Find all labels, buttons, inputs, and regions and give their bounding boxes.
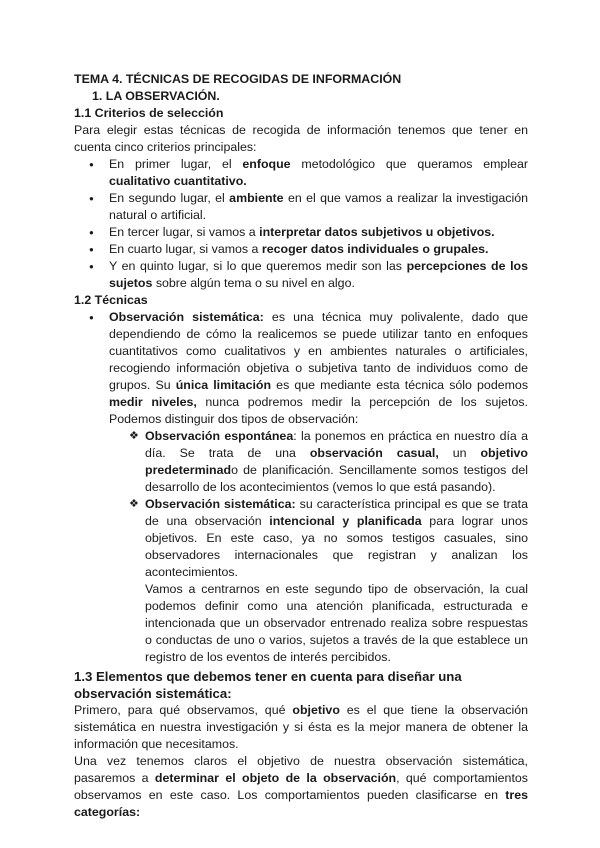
diamond-bullet-icon: ❖ <box>129 498 139 510</box>
elementos-paragraph-2: Una vez tenemos claros el objetivo de nuestra observación sistemática, pasaremos a determinar el objeto de la observación, qué comportamientos observamos en este caso. Los comportamientos pueden clasificarse en tres categorías: <box>74 754 528 819</box>
document-page <box>74 68 528 821</box>
section-heading-observacion: 1. LA OBSERVACIÓN. <box>92 89 220 103</box>
criterios-intro: Para elegir estas técnicas de recogida de información tenemos que tener en cuenta cinco criterios principales: <box>74 123 528 154</box>
list-item: ❖ Observación sistemática: su característica principal es que se trata de una observación intencional y planificada para lograr unos objetivos. En este caso, ya no somos testigos casuales, sino observadores internacionales que registran y analizan los acontecimientos. Vamos a centrarnos en este segundo tipo de observación, la cual podemos definir como una atención planificada, estructurada e intencionada que un observador entrenado realiza sobre respuestas o conductas de uno o varios, sujetos a través de la que establece un registro de los eventos de interés percibidos. <box>129 497 528 664</box>
list-item: ● Y en quinto lugar, si lo que queremos medir son las percepciones de los sujetos sobre algún tema o su nivel en algo. <box>74 258 528 292</box>
list-item: ● Observación sistemática: es una técnica muy polivalente, dado que dependiendo de cómo la realicemos se puede utilizar tanto en enfoques cuantitativos como cualitativos y en ambientes naturales o artificiales, recogiendo información objetiva o subjetiva tanto de individuos como de grupos. Su única limitación es que mediante esta técnica sólo podemos medir niveles, nunca podremos medir la percepción de los sujetos. Podemos distinguir dos tipos de observación: ❖ Observación espontánea: la ponemos en práctica en nuestro día a día. Se trata de una observación casual, un objetivo predeterminado de planificación. Sencillamente somos testigos del desarrollo de los acontecimientos (vemos lo que está pasando). ❖ Observación sistemática: su característica principal es que se trata de una observación intencional y planificada para lograr unos objetivos. En este caso, ya no somos testigos casuales, sino observadores internacionales que registran y analizan los acontecimientos. Vamos a centrarnos en este segundo tipo de observación, la cual podemos definir como una atención planificada, estructurada e intencionada que un observador entrenado realiza sobre respuestas o conductas de uno o varios, sujetos a través de la que establece un registro de los eventos de interés percibidos. <box>74 309 528 666</box>
tecnicas-list <box>74 309 528 666</box>
heading-tecnicas: 1.2 Técnicas <box>74 293 148 307</box>
sistematica-definition: Vamos a centrarnos en este segundo tipo de observación, la cual podemos definir como una atención planificada, estructurada e intencionada que un observador entrenado realiza sobre respuestas o conductas de uno o varios, sujetos a través de la que establece un registro de los eventos de interés percibidos. <box>145 582 528 664</box>
list-item: ● En segundo lugar, el ambiente en el que vamos a realizar la investigación natural o artificial. <box>74 190 528 224</box>
list-item: ❖ Observación espontánea: la ponemos en práctica en nuestro día a día. Se trata de una observación casual, un objetivo predeterminado de planificación. Sencillamente somos testigos del desarrollo de los acontecimientos (vemos lo que está pasando). <box>129 429 528 494</box>
document-title: TEMA 4. TÉCNICAS DE RECOGIDAS DE INFORMACIÓN <box>74 72 402 86</box>
diamond-bullet-icon: ❖ <box>129 430 139 442</box>
elementos-paragraph-1: Primero, para qué observamos, qué objetivo es el que tiene la observación sistemática en nuestra investigación y si ésta es la mejor manera de obtener la información que necesitamos. <box>74 703 529 751</box>
heading-criterios: 1.1 Criterios de selección <box>74 106 224 120</box>
heading-elementos: 1.3 Elementos que debemos tener en cuenta para diseñar una observación sistemática: <box>74 669 462 701</box>
list-item: ● En primer lugar, el enfoque metodológico que queramos emplear cualitativo cuantitativo. <box>74 156 528 190</box>
list-item: ● En cuarto lugar, si vamos a recoger datos individuales o grupales. <box>74 241 528 258</box>
observation-types-list <box>74 428 528 666</box>
criterios-list <box>74 156 528 292</box>
list-item: ● En tercer lugar, si vamos a interpretar datos subjetivos u objetivos. <box>74 224 528 241</box>
